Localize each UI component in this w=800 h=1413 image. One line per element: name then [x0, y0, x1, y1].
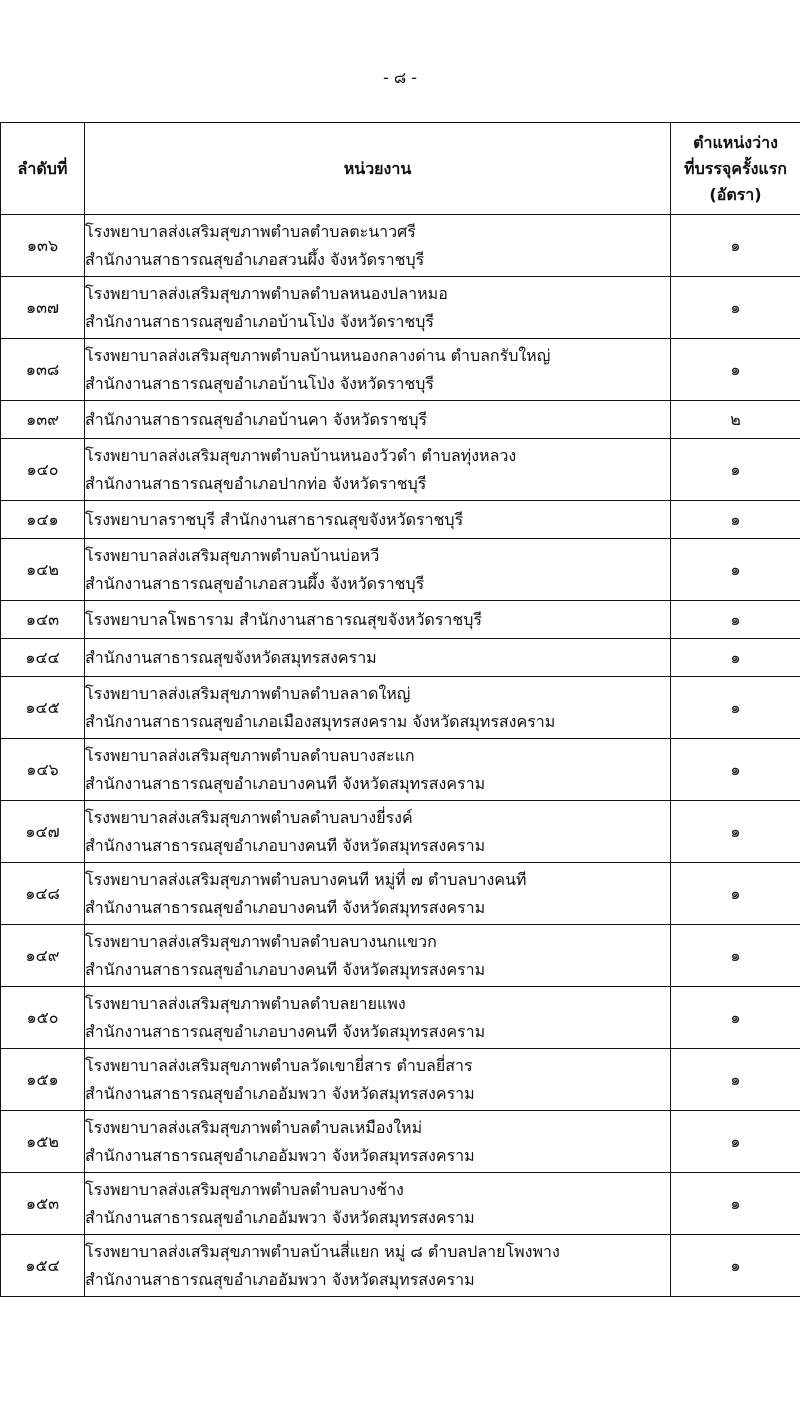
header-vacancies-line-2: ที่บรรจุครั้งแรก: [684, 158, 787, 178]
table-row: [1, 1111, 800, 1173]
agency-line-1: โรงพยาบาลส่งเสริมสุขภาพตำบลตำบลลาดใหญ่: [85, 683, 411, 703]
row-sequence-number: ๑๔๘: [1, 863, 85, 925]
row-agency: [85, 925, 671, 987]
agency-line-1: โรงพยาบาลส่งเสริมสุขภาพตำบลบ้านบ่อหวี: [85, 545, 380, 565]
agency-line-1: โรงพยาบาลราชบุรี สำนักงานสาธารณสุขจังหวัดราชบุรี: [85, 509, 464, 529]
table-row: [1, 1049, 800, 1111]
table-row: [1, 277, 800, 339]
header-agency: หน่วยงาน: [85, 123, 671, 215]
agency-line-1: โรงพยาบาลส่งเสริมสุขภาพตำบลตำบลบางนกแขวก: [85, 931, 437, 951]
row-sequence-number: ๑๔๒: [1, 539, 85, 601]
agency-line-1: โรงพยาบาลโพธาราม สำนักงานสาธารณสุขจังหวัดราชบุรี: [85, 609, 482, 629]
row-agency: [85, 677, 671, 739]
row-agency: [85, 863, 671, 925]
agency-line-2: สำนักงานสาธารณสุขอำเภอเมืองสมุทรสงคราม จังหวัดสมุทรสงคราม: [85, 711, 556, 731]
agency-line-1: สำนักงานสาธารณสุขจังหวัดสมุทรสงคราม: [85, 647, 377, 667]
row-agency: [85, 1049, 671, 1111]
agency-line-2: สำนักงานสาธารณสุขอำเภออัมพวา จังหวัดสมุทรสงคราม: [85, 1269, 475, 1289]
table-row: [1, 401, 800, 439]
row-agency: [85, 639, 671, 677]
row-vacancy-count: ๑: [671, 677, 800, 739]
row-sequence-number: ๑๔๖: [1, 739, 85, 801]
row-vacancy-count: ๑: [671, 215, 800, 277]
row-vacancy-count: ๑: [671, 601, 800, 639]
row-sequence-number: ๑๔๑: [1, 501, 85, 539]
agency-line-2: สำนักงานสาธารณสุขอำเภอบางคนที จังหวัดสมุทรสงคราม: [85, 959, 486, 979]
agency-line-1: โรงพยาบาลส่งเสริมสุขภาพตำบลตำบลเหมืองใหม่: [85, 1117, 423, 1137]
agency-line-2: สำนักงานสาธารณสุขอำเภออัมพวา จังหวัดสมุทรสงคราม: [85, 1145, 475, 1165]
agency-line-2: สำนักงานสาธารณสุขอำเภอบางคนที จังหวัดสมุทรสงคราม: [85, 835, 486, 855]
row-agency: [85, 801, 671, 863]
table-row: [1, 601, 800, 639]
row-vacancy-count: ๑: [671, 1111, 800, 1173]
agency-line-1: โรงพยาบาลส่งเสริมสุขภาพตำบลตำบลบางยี่รงค์: [85, 807, 413, 827]
agency-line-2: สำนักงานสาธารณสุขอำเภอสวนผึ้ง จังหวัดราชบุรี: [85, 249, 425, 269]
row-sequence-number: ๑๓๙: [1, 401, 85, 439]
table-header-row: [1, 123, 800, 215]
agency-line-1: โรงพยาบาลส่งเสริมสุขภาพตำบลบ้านหนองกลางด่าน ตำบลกรับใหญ่: [85, 345, 551, 365]
table-row: [1, 215, 800, 277]
row-sequence-number: ๑๕๓: [1, 1173, 85, 1235]
table-body: [1, 215, 800, 1297]
table-row: [1, 987, 800, 1049]
row-vacancy-count: ๑: [671, 439, 800, 501]
row-sequence-number: ๑๔๗: [1, 801, 85, 863]
row-vacancy-count: ๑: [671, 1173, 800, 1235]
row-agency: [85, 215, 671, 277]
row-agency: [85, 339, 671, 401]
row-sequence-number: ๑๔๙: [1, 925, 85, 987]
row-agency: [85, 601, 671, 639]
row-vacancy-count: ๑: [671, 801, 800, 863]
table-row: [1, 439, 800, 501]
header-vacancies-line-3: (อัตรา): [709, 184, 762, 204]
table-row: [1, 863, 800, 925]
agency-line-2: สำนักงานสาธารณสุขอำเภออัมพวา จังหวัดสมุทรสงคราม: [85, 1207, 475, 1227]
row-agency: [85, 1111, 671, 1173]
row-agency: [85, 1235, 671, 1297]
row-vacancy-count: ๑: [671, 987, 800, 1049]
row-sequence-number: ๑๓๘: [1, 339, 85, 401]
row-vacancy-count: ๑: [671, 1049, 800, 1111]
row-agency: [85, 539, 671, 601]
agency-line-2: สำนักงานสาธารณสุขอำเภอบางคนที จังหวัดสมุทรสงคราม: [85, 773, 486, 793]
table-row: [1, 1173, 800, 1235]
table-row: [1, 925, 800, 987]
row-agency: [85, 1173, 671, 1235]
row-vacancy-count: ๑: [671, 1235, 800, 1297]
agency-line-1: โรงพยาบาลส่งเสริมสุขภาพตำบลบ้านสี่แยก หมู่ ๘ ตำบลปลายโพงพาง: [85, 1241, 560, 1261]
header-vacancies-line-1: ตำแหน่งว่าง: [693, 132, 778, 152]
agency-line-2: สำนักงานสาธารณสุขอำเภออัมพวา จังหวัดสมุทรสงคราม: [85, 1083, 475, 1103]
table-row: [1, 739, 800, 801]
table-row: [1, 539, 800, 601]
row-sequence-number: ๑๕๑: [1, 1049, 85, 1111]
row-sequence-number: ๑๔๐: [1, 439, 85, 501]
table-row: [1, 339, 800, 401]
row-agency: [85, 739, 671, 801]
agency-line-1: โรงพยาบาลส่งเสริมสุขภาพตำบลตำบลบางช้าง: [85, 1179, 404, 1199]
agency-line-2: สำนักงานสาธารณสุขอำเภอบางคนที จังหวัดสมุทรสงคราม: [85, 897, 486, 917]
agency-line-1: สำนักงานสาธารณสุขอำเภอบ้านคา จังหวัดราชบุรี: [85, 409, 428, 429]
row-vacancy-count: ๑: [671, 501, 800, 539]
table-row: [1, 1235, 800, 1297]
agency-line-1: โรงพยาบาลส่งเสริมสุขภาพตำบลตำบลยายแพง: [85, 993, 406, 1013]
agency-line-2: สำนักงานสาธารณสุขอำเภอสวนผึ้ง จังหวัดราชบุรี: [85, 573, 425, 593]
row-vacancy-count: ๑: [671, 639, 800, 677]
agency-line-1: โรงพยาบาลส่งเสริมสุขภาพตำบลตำบลตะนาวศรี: [85, 221, 416, 241]
row-agency: [85, 439, 671, 501]
header-vacancies: [671, 123, 800, 215]
agency-line-1: โรงพยาบาลส่งเสริมสุขภาพตำบลตำบลบางสะแก: [85, 745, 415, 765]
row-vacancy-count: ๑: [671, 925, 800, 987]
row-sequence-number: ๑๕๒: [1, 1111, 85, 1173]
row-vacancy-count: ๑: [671, 739, 800, 801]
row-sequence-number: ๑๕๐: [1, 987, 85, 1049]
vacancy-table: [0, 122, 800, 1297]
row-vacancy-count: ๑: [671, 277, 800, 339]
agency-line-2: สำนักงานสาธารณสุขอำเภอบางคนที จังหวัดสมุทรสงคราม: [85, 1021, 486, 1041]
agency-line-2: สำนักงานสาธารณสุขอำเภอบ้านโป่ง จังหวัดราชบุรี: [85, 311, 434, 331]
agency-line-1: โรงพยาบาลส่งเสริมสุขภาพตำบลตำบลหนองปลาหมอ: [85, 283, 448, 303]
row-sequence-number: ๑๕๔: [1, 1235, 85, 1297]
row-sequence-number: ๑๔๓: [1, 601, 85, 639]
row-vacancy-count: ๑: [671, 339, 800, 401]
row-sequence-number: ๑๔๔: [1, 639, 85, 677]
row-agency: [85, 277, 671, 339]
row-agency: [85, 501, 671, 539]
table-row: [1, 677, 800, 739]
header-sequence-number: ลำดับที่: [1, 123, 85, 215]
table-row: [1, 501, 800, 539]
row-sequence-number: ๑๓๗: [1, 277, 85, 339]
agency-line-1: โรงพยาบาลส่งเสริมสุขภาพตำบลวัดเขายี่สาร ตำบลยี่สาร: [85, 1055, 473, 1075]
row-vacancy-count: ๑: [671, 863, 800, 925]
row-vacancy-count: ๒: [671, 401, 800, 439]
agency-line-1: โรงพยาบาลส่งเสริมสุขภาพตำบลบางคนที หมู่ที่ ๗ ตำบลบางคนที: [85, 869, 527, 889]
row-vacancy-count: ๑: [671, 539, 800, 601]
page-number: - ๘ -: [382, 68, 418, 87]
row-agency: [85, 401, 671, 439]
row-sequence-number: ๑๓๖: [1, 215, 85, 277]
row-agency: [85, 987, 671, 1049]
table-row: [1, 801, 800, 863]
table-row: [1, 639, 800, 677]
agency-line-2: สำนักงานสาธารณสุขอำเภอบ้านโป่ง จังหวัดราชบุรี: [85, 373, 434, 393]
agency-line-1: โรงพยาบาลส่งเสริมสุขภาพตำบลบ้านหนองวัวดำ ตำบลทุ่งหลวง: [85, 445, 517, 465]
row-sequence-number: ๑๔๕: [1, 677, 85, 739]
agency-line-2: สำนักงานสาธารณสุขอำเภอปากท่อ จังหวัดราชบุรี: [85, 473, 427, 493]
